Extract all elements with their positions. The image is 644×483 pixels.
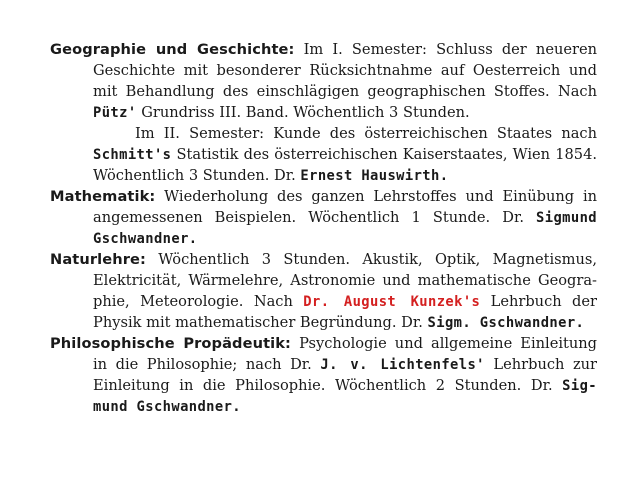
geo-line-2-text: Geschichte mit besonderer Rücksichtnahme auf Oesterreich und xyxy=(93,62,597,79)
author-puetz: Pütz' xyxy=(93,105,137,121)
teacher-sigmund: Sigmund xyxy=(536,210,597,226)
math-line-2 xyxy=(93,209,597,227)
geo-line-4 xyxy=(93,104,470,122)
author-lichtenfels: J. v. Lichtenfels' xyxy=(320,357,485,373)
natur-line-3-text: phie, Meteorologie. Nach xyxy=(93,293,293,310)
teacher-gschwandner: Gschwandner. xyxy=(93,231,198,247)
geo-line-1-text: Im I. Semester: Schluss der neueren xyxy=(303,41,597,58)
philo-line-2-text-b: Lehrbuch zur xyxy=(493,356,598,373)
natur-heading: Naturlehre: xyxy=(50,251,146,268)
geo-line-6 xyxy=(93,146,597,164)
teacher-sigmund-part1: Sig- xyxy=(562,378,597,394)
math-line-1-text: Wiederholung des ganzen Lehrstoffes und Einübung in xyxy=(164,188,598,205)
geo-line-1 xyxy=(50,41,597,59)
geo-line-5-text: Im II. Semester: Kunde des österreichischen Staates nach xyxy=(135,125,597,142)
natur-line-1-text: Wöchentlich 3 Stunden. Akustik, Optik, Magnetismus, xyxy=(158,251,597,268)
geo-line-7-text: Wöchentlich 3 Stunden. Dr. xyxy=(93,167,296,184)
geo-line-6-text: Statistik des österreichischen Kaiserstaates, Wien 1854. xyxy=(176,146,598,163)
teacher-hauswirth: Ernest Hauswirth. xyxy=(300,168,449,184)
natur-line-2 xyxy=(93,272,597,290)
math-line-3 xyxy=(93,230,197,248)
teacher-sigmund-part2: mund Gschwandner. xyxy=(93,399,242,415)
teacher-sigm-gschwandner: Sigm. Gschwandner. xyxy=(427,315,585,331)
geo-line-7 xyxy=(93,167,448,185)
author-kunzek: Dr. August Kunzek's xyxy=(303,294,481,310)
math-line-2-text: angemessenen Beispielen. Wöchentlich 1 Stunde. Dr. xyxy=(93,209,524,226)
philo-line-3-text: Einleitung in die Philosophie. Wöchentlich 2 Stunden. Dr. xyxy=(93,377,553,394)
philo-heading: Philosophische Propädeutik: xyxy=(50,335,291,352)
natur-line-4-text: Physik mit mathematischer Begründung. Dr. xyxy=(93,314,423,331)
natur-line-1 xyxy=(50,251,597,269)
geo-line-4-text: Grundriss III. Band. Wöchentlich 3 Stunden. xyxy=(141,104,470,121)
philo-line-1 xyxy=(50,335,597,353)
philo-line-2 xyxy=(93,356,597,374)
natur-line-2-text: Elektricität, Wärmelehre, Astronomie und mathematische Geogra- xyxy=(93,272,597,289)
natur-line-3-text-b: Lehrbuch der xyxy=(490,293,598,310)
philo-line-3 xyxy=(93,377,597,395)
philo-line-2-text: in die Philosophie; nach Dr. xyxy=(93,356,312,373)
author-schmitt: Schmitt's xyxy=(93,147,172,163)
geo-line-3-text: mit Behandlung des einschlägigen geographischen Stoffes. Nach xyxy=(93,83,597,100)
natur-line-4 xyxy=(93,314,584,332)
geo-line-5 xyxy=(135,125,597,143)
philo-line-1-text: Psychologie und allgemeine Einleitung xyxy=(299,335,597,352)
math-heading: Mathematik: xyxy=(50,188,156,205)
math-line-1 xyxy=(50,188,597,206)
natur-line-3 xyxy=(93,293,597,311)
philo-line-4 xyxy=(93,398,241,416)
geo-line-2 xyxy=(93,62,597,80)
geo-line-3 xyxy=(93,83,597,101)
geo-heading: Geographie und Geschichte: xyxy=(50,41,295,58)
